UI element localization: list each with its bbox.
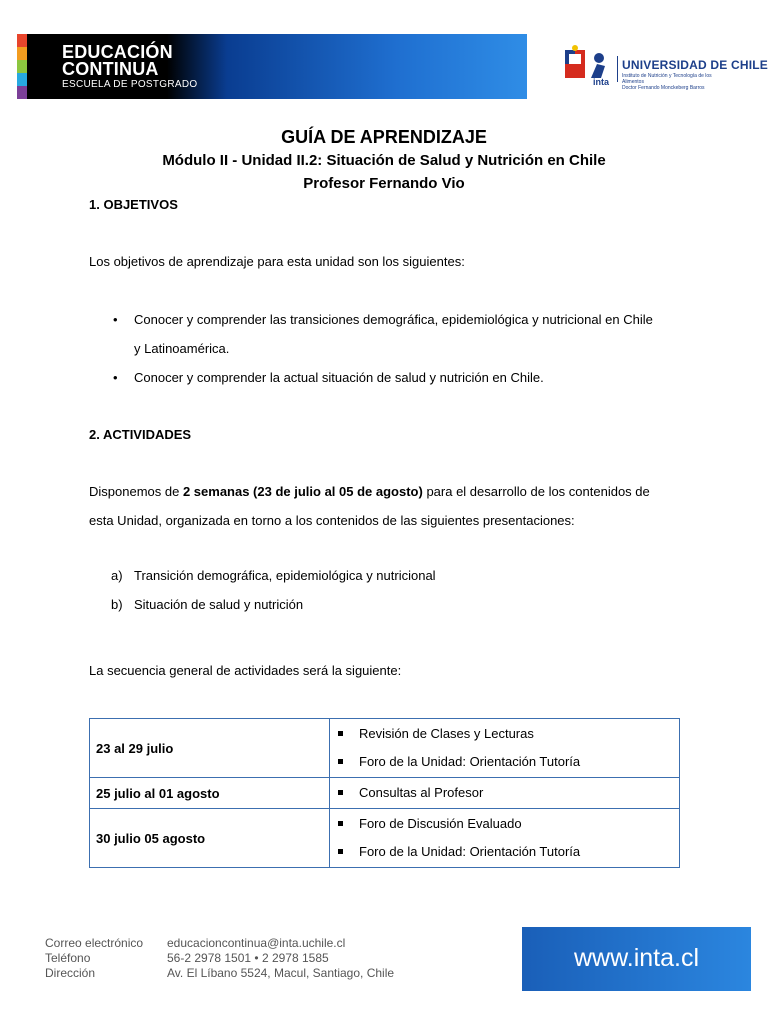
actividades-paragraph: Disponemos de 2 semanas (23 de julio al 05 de agosto) para el desarrollo de los contenidos de [89,484,650,499]
footer-email[interactable]: educacioncontinua@inta.uchile.cl [167,936,346,950]
square-bullet-icon [338,821,343,826]
university-name: UNIVERSIDAD DE CHILE [622,58,768,72]
schedule-activities [330,778,680,809]
list-item: Foro de Discusión Evaluado [338,810,678,838]
table-row [90,809,680,868]
professor-name: Profesor Fernando Vio [303,175,465,192]
footer-labels: Correo electrónico Teléfono Dirección [45,936,144,980]
logo-separator [617,56,618,82]
page-title: GUÍA DE APRENDIZAJE [281,127,487,147]
schedule-dates: 30 julio 05 agosto [90,809,330,868]
square-bullet-icon [338,790,343,795]
footer-phone: 56-2 2978 1501 • 2 2978 1585 [167,951,329,965]
duration-highlight: 2 semanas (23 de julio al 05 de agosto) [182,484,423,499]
table-row [90,778,680,809]
square-bullet-icon [338,759,343,764]
schedule-activities [330,719,680,778]
footer-address: Av. El Líbano 5524, Macul, Santiago, Chile [167,966,395,980]
banner-subtitle: ESCUELA DE POSTGRADO [62,79,198,90]
website-banner[interactable] [522,927,751,991]
list-marker: a) [111,568,123,583]
objective-item: Conocer y comprender las transiciones demográfica, epidemiológica y nutricional en Chile [134,312,653,327]
sequence-intro: La secuencia general de actividades será la siguiente: [89,663,402,678]
schedule-table [89,718,680,868]
bullet-icon: • [113,370,118,385]
inta-logo-text: inta [593,77,610,86]
objective-item: Conocer y comprender la actual situación de salud y nutrición en Chile. [134,370,544,385]
schedule-dates: 25 julio al 01 agosto [90,778,330,809]
bullet-icon: • [113,312,118,327]
module-subtitle: Módulo II - Unidad II.2: Situación de Salud y Nutrición en Chile [162,152,606,169]
list-item: Foro de la Unidad: Orientación Tutoría [338,748,678,776]
list-item: Revisión de Clases y Lecturas [338,720,678,748]
institute-name: Instituto de Nutrición y Tecnología de los Alimentos Doctor Fernando Monckeberg Barros [622,73,712,91]
schedule-dates: 23 al 29 julio [90,719,330,778]
website-link[interactable]: www.inta.cl [574,944,700,972]
university-logo [565,44,615,86]
schedule-activities [330,809,680,868]
square-bullet-icon [338,849,343,854]
list-item: Foro de la Unidad: Orientación Tutoría [338,838,678,866]
objetivos-intro: Los objetivos de aprendizaje para esta unidad son los siguientes: [89,254,465,269]
section-heading-objetivos: 1. OBJETIVOS [89,197,178,212]
presentation-item: Situación de salud y nutrición [134,597,304,612]
list-marker: b) [111,597,123,612]
presentation-item: Transición demográfica, epidemiológica y nutricional [134,568,436,583]
list-item: Consultas al Profesor [338,779,678,807]
square-bullet-icon [338,731,343,736]
objective-item-continuation: y Latinoamérica. [134,341,230,356]
section-heading-actividades: 2. ACTIVIDADES [89,427,192,442]
banner-title: EDUCACIÓN CONTINUA [62,42,173,79]
banner-color-stripes [17,34,27,99]
actividades-paragraph-line2: esta Unidad, organizada en torno a los contenidos de las siguientes presentaciones: [89,513,575,528]
footer-contact [167,936,394,981]
table-row [90,719,680,778]
